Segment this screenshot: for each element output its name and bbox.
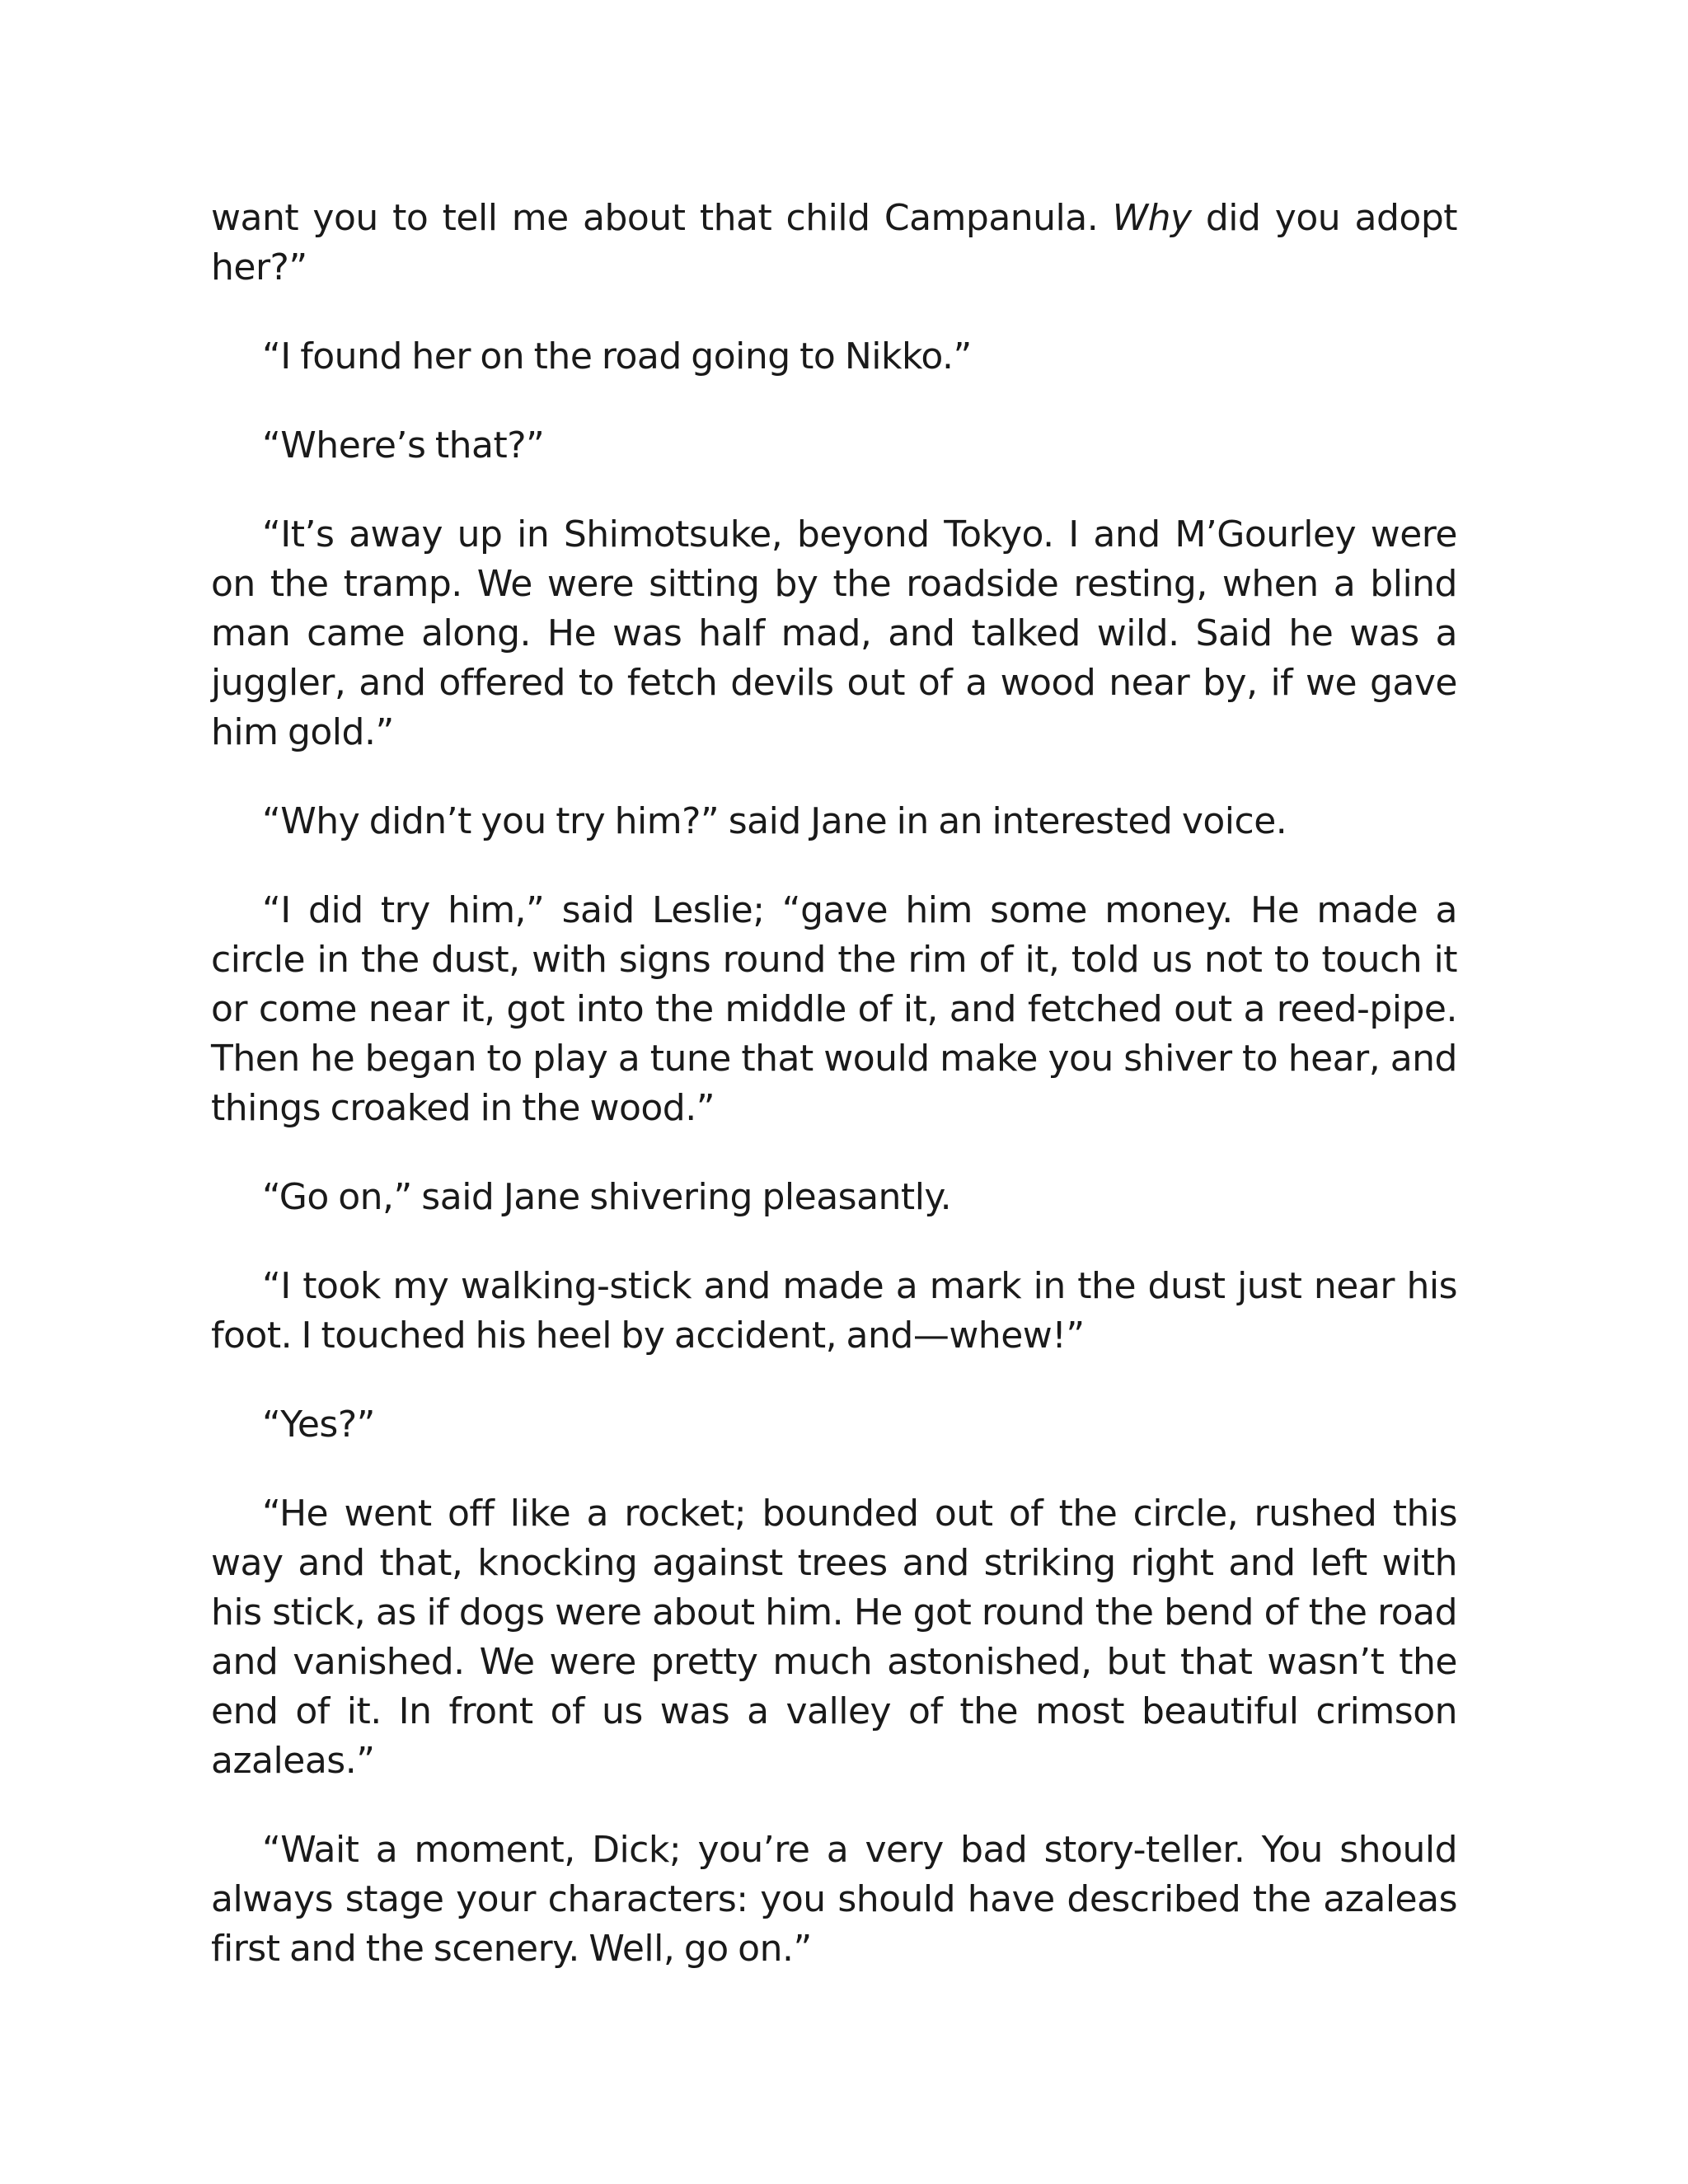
paragraph-text-pre: want you to tell me about that child Campanula. [211, 197, 1113, 239]
book-page [211, 194, 1457, 1974]
paragraph: “I did try him,” said Leslie; “gave him some money. He made a circle in the dust, with signs round the rim of it, told us not to touch it or come near it, got into the middle of it, and fetched out a reed-pipe. Then he began to play a tune that would make you shiver to hear, and things croaked in the wood.” [211, 889, 1457, 1129]
paragraph-continued [211, 194, 1457, 293]
paragraph: “He went off like a rocket; bounded out of the circle, rushed this way and that, knocking against trees and striking right and left with his stick, as if dogs were about him. He got round the bend of the road and vanished. We were pretty much astonished, but that wasn’t the end of it. In front of us was a valley of the most beautiful crimson azaleas.” [211, 1493, 1457, 1782]
emphasis-text: Why [1112, 197, 1192, 239]
paragraph: “Go on,” said Jane shivering pleasantly. [262, 1176, 952, 1218]
paragraph-text-post: did you adopt her?” [211, 197, 1457, 288]
paragraph: “I found her on the road going to Nikko.” [262, 335, 972, 377]
paragraph: “I took my walking-stick and made a mark in the dust just near his foot. I touched his heel by accident, and—whew!” [211, 1265, 1457, 1357]
paragraph: “Where’s that?” [262, 424, 545, 466]
paragraph: “Yes?” [262, 1404, 375, 1446]
paragraph: “It’s away up in Shimotsuke, beyond Tokyo. I and M’Gourley were on the tramp. We were sitting by the roadside resting, when a blind man came along. He was half mad, and talked wild. Said he was a juggler, and offered to fetch devils out of a wood near by, if we gave him gold.” [211, 513, 1457, 753]
paragraph: “Wait a moment, Dick; you’re a very bad story-teller. You should always stage your characters: you should have described the azaleas first and the scenery. Well, go on.” [211, 1829, 1457, 1970]
paragraph: “Why didn’t you try him?” said Jane in an interested voice. [262, 800, 1287, 842]
